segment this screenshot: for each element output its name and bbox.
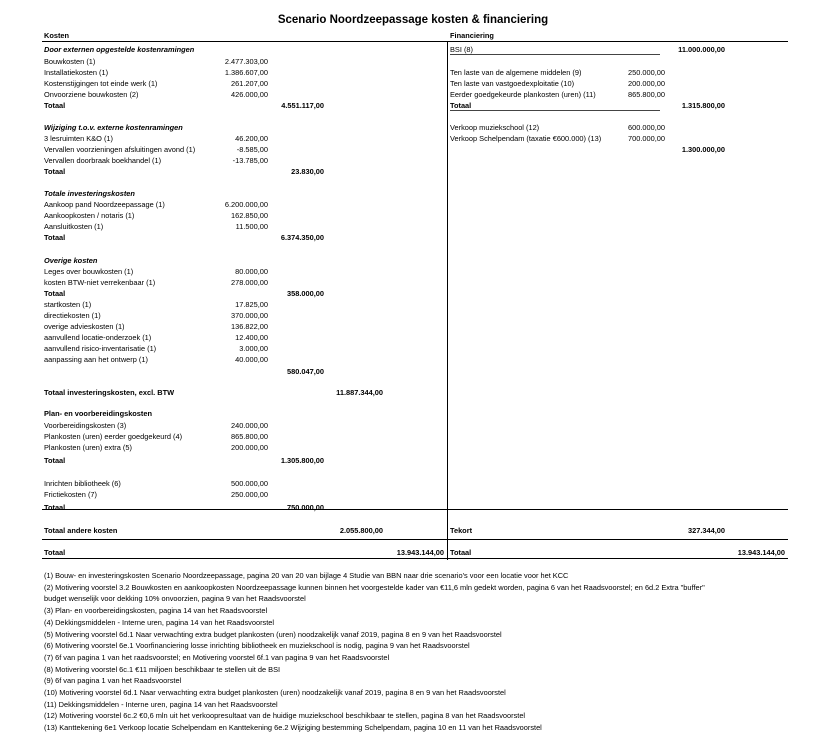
kosten-item-label: startkosten (1) xyxy=(44,300,92,309)
kosten-item-label: Onvoorziene bouwkosten (2) xyxy=(44,90,139,99)
kosten-item-label: Leges over bouwkosten (1) xyxy=(44,267,134,276)
kosten-item-value: -13.785,00 xyxy=(232,156,268,165)
kosten-total-value: 358.000,00 xyxy=(287,289,324,298)
footnote-line: (13) Kanttekening 6e1 Verkoop locatie Schelpendam en Kanttekening 6e.2 Wijziging bestemming Schelpendam, pagina 10 en 11 van het Raadsvoorstel xyxy=(44,723,542,733)
footnote-line: (1) Bouw- en investeringskosten Scenario Noordzeepassage, pagina 20 van 20 van bijlage 4 Studie van BBN naar drie scenario's voor een locatie voor het KCC xyxy=(44,571,569,580)
kosten-item-value: 1.386.607,00 xyxy=(224,68,268,77)
fin-tekort-label: Tekort xyxy=(450,526,473,535)
kosten-item-value: 80.000,00 xyxy=(235,267,268,276)
kosten-total-label: Totaal xyxy=(44,456,66,465)
kosten-item-label: kosten BTW-niet verrekenbaar (1) xyxy=(44,278,156,287)
kosten-item-value: 200.000,00 xyxy=(231,443,268,452)
fin-item-label: Ten laste van de algemene middelen (9) xyxy=(450,68,582,77)
footnote-line: (12) Motivering voorstel 6c.2 €0,6 mln uit het verkoopresultaat van de huidige muziekschool beschikbaar te stellen, pagina 8 van het Raadsvoorstel xyxy=(44,711,526,721)
kosten-item-label: overige advieskosten (1) xyxy=(44,322,125,331)
kosten-item-label: directiekosten (1) xyxy=(44,311,101,320)
page-title: Scenario Noordzeepassage kosten & financiering xyxy=(277,14,549,26)
kosten-item-value: 500.000,00 xyxy=(231,479,268,488)
kosten-item-value: 40.000,00 xyxy=(235,355,268,364)
fin-total-value: 1.300.000,00 xyxy=(681,145,725,154)
footnote-line: (10) Motivering voorstel 6d.1 Naar verwachting extra budget plankosten (uren) noodzakelijk vanaf 2019, pagina 8 en 9 van het Raadsvoorstel xyxy=(44,688,506,697)
fin-top-value: 11.000.000,00 xyxy=(678,45,725,54)
fin-item-label: Verkoop muziekschool (12) xyxy=(450,123,540,132)
kosten-total-value: 23.830,00 xyxy=(291,167,324,176)
kosten-item-value: 136.822,00 xyxy=(231,322,268,331)
fin-rule xyxy=(450,54,660,55)
kosten-item-value: 261.207,00 xyxy=(231,79,268,88)
kosten-section-heading: Plan- en voorbereidingskosten xyxy=(44,409,153,418)
kosten-item-label: Bouwkosten (1) xyxy=(44,57,96,66)
footnote-line: (9) 6f van pagina 1 van het Raadsvoorstel xyxy=(44,676,182,686)
footnote-line: (6) Motivering voorstel 6e.1 Voorfinanciering losse inrichting bibliotheek en muziekschool is nodig, pagina 9 van het Raadsvoorstel xyxy=(44,641,470,651)
kosten-item-value: 2.477.303,00 xyxy=(224,57,268,66)
fin-item-value: 700.000,00 xyxy=(628,134,665,143)
kosten-section-heading: Door externen opgestelde kostenramingen xyxy=(44,45,195,54)
kosten-item-label: aanvullend locatie-onderzoek (1) xyxy=(44,333,152,342)
kosten-item-value: 46.200,00 xyxy=(235,134,268,143)
kosten-final-value: 13.943.144,00 xyxy=(396,548,444,557)
fin-item-value: 200.000,00 xyxy=(628,79,665,88)
kosten-total-value: 1.305.800,00 xyxy=(280,456,324,465)
kosten-item-label: Kostenstijgingen tot einde werk (1) xyxy=(44,79,158,88)
kosten-total-value: 6.374.350,00 xyxy=(280,233,324,242)
kosten-grand-value: 11.887.344,00 xyxy=(336,388,383,397)
kosten-total-label: Totaal xyxy=(44,101,66,110)
fin-total-value: 1.315.800,00 xyxy=(681,101,725,110)
footnote-line: (8) Motivering voorstel 6c.1 €11 miljoen beschikbaar te stellen uit de BSI xyxy=(44,664,281,674)
kosten-item-label: Vervallen doorbraak boekhandel (1) xyxy=(44,156,162,165)
footnote-line: (3) Plan- en voorbereidingskosten, pagina 14 van het Raadsvoorstel xyxy=(44,606,268,616)
fin-item-value: 865.800,00 xyxy=(628,90,665,99)
kosten-andere-value: 2.055.800,00 xyxy=(339,526,383,535)
kosten-item-value: 370.000,00 xyxy=(231,311,268,320)
kosten-item-label: Aankoop pand Noordzeepassage (1) xyxy=(44,200,165,209)
kosten-total-label: Totaal xyxy=(44,167,66,176)
financiering-header: Financiering xyxy=(450,31,494,40)
kosten-header: Kosten xyxy=(44,31,70,40)
kosten-final-rule xyxy=(42,558,788,559)
kosten-item-label: aanvullend risico-inventarisatie (1) xyxy=(44,344,157,353)
kosten-item-value: 11.500,00 xyxy=(235,222,268,231)
fin-final-value: 13.943.144,00 xyxy=(737,548,785,557)
fin-item-value: 600.000,00 xyxy=(628,123,665,132)
kosten-item-value: 426.000,00 xyxy=(231,90,268,99)
kosten-item-value: 12.400,00 xyxy=(235,333,268,342)
table-rule xyxy=(42,509,788,510)
kosten-item-label: Voorbereidingskosten (3) xyxy=(44,421,127,430)
kosten-final-label: Totaal xyxy=(44,548,66,557)
header-rule xyxy=(42,41,788,42)
footnote-line: (7) 6f van pagina 1 van het raadsvoorstel; en Motivering voorstel 6f.1 van pagina 9 van het Raadsvoorstel xyxy=(44,652,390,662)
kosten-total-label: Totaal xyxy=(44,503,66,512)
kosten-item-label: Inrichten bibliotheek (6) xyxy=(44,479,121,488)
footnote-line: (5) Motivering voorstel 6d.1 Naar verwachting extra budget plankosten (uren) noodzakelijk vanaf 2019, pagina 8 en 9 van het Raadsvoorstel xyxy=(44,629,502,639)
table-rule xyxy=(42,539,788,540)
kosten-total-label: Totaal xyxy=(44,233,66,242)
kosten-item-value: 865.800,00 xyxy=(231,432,268,441)
kosten-item-label: Vervallen voorzieningen afsluitingen avond (1) xyxy=(44,145,196,154)
kosten-item-label: 3 lesruimten K&O (1) xyxy=(44,134,114,143)
column-divider xyxy=(447,41,448,560)
fin-top-label: BSI (8) xyxy=(450,45,473,54)
fin-item-label: Verkoop Schelpendam (taxatie €600.000) (13) xyxy=(450,134,602,143)
kosten-item-label: Plankosten (uren) extra (5) xyxy=(44,443,132,452)
kosten-item-value: 162.850,00 xyxy=(231,211,268,220)
kosten-total-value: 750.000,00 xyxy=(287,503,324,512)
kosten-item-value: -8.585,00 xyxy=(236,145,268,154)
fin-item-label: Eerder goedgekeurde plankosten (uren) (11) xyxy=(450,90,596,99)
fin-total-label: Totaal xyxy=(450,101,472,110)
kosten-item-label: Installatiekosten (1) xyxy=(44,68,109,77)
kosten-item-label: Frictiekosten (7) xyxy=(44,490,97,499)
kosten-item-value: 250.000,00 xyxy=(231,490,268,499)
footnote-line: (4) Dekkingsmiddelen - Interne uren, pagina 14 van het Raadsvoorstel xyxy=(44,617,275,627)
kosten-grand-label: Totaal investeringskosten, excl. BTW xyxy=(44,388,175,397)
kosten-item-label: Aansluitkosten (1) xyxy=(44,222,104,231)
kosten-item-label: Aankoopkosten / notaris (1) xyxy=(44,211,135,220)
kosten-total-label: Totaal xyxy=(44,289,66,298)
kosten-item-value: 3.000,00 xyxy=(239,344,268,353)
kosten-section-heading: Overige kosten xyxy=(44,256,98,265)
fin-tekort-value: 327.344,00 xyxy=(688,526,725,535)
footnote-line: (11) Dekkingsmiddelen - Interne uren, pagina 14 van het Raadsvoorstel xyxy=(44,699,278,709)
kosten-total-value: 580.047,00 xyxy=(287,367,324,376)
fin-rule xyxy=(450,110,660,111)
footnote-line: budget wenselijk voor dekking 10% onvoorzien, pagina 9 van het Raadsvoorstel xyxy=(44,594,306,604)
kosten-item-value: 240.000,00 xyxy=(231,421,268,430)
kosten-item-value: 6.200.000,00 xyxy=(224,200,268,209)
fin-final-label: Totaal xyxy=(450,548,472,557)
kosten-item-label: aanpassing aan het ontwerp (1) xyxy=(44,355,148,364)
kosten-item-value: 17.825,00 xyxy=(235,300,268,309)
kosten-section-heading: Wijziging t.o.v. externe kostenramingen xyxy=(44,123,183,132)
kosten-item-label: Plankosten (uren) eerder goedgekeurd (4) xyxy=(44,432,183,441)
kosten-section-heading: Totale investeringskosten xyxy=(44,189,135,198)
footnote-line: (2) Motivering voorstel 3.2 Bouwkosten en aankoopkosten Noordzeepassage kunnen binnen het voorgestelde kader van €11,6 mln gedekt worden, pagina 6 van het Raadsvoorstel; en 6d.2 Extra "buffer" xyxy=(44,582,705,592)
kosten-total-value: 4.551.117,00 xyxy=(281,101,324,110)
fin-item-label: Ten laste van vastgoedexploitatie (10) xyxy=(450,79,575,88)
fin-item-value: 250.000,00 xyxy=(628,68,665,77)
kosten-item-value: 278.000,00 xyxy=(231,278,268,287)
kosten-andere-label: Totaal andere kosten xyxy=(44,526,118,535)
